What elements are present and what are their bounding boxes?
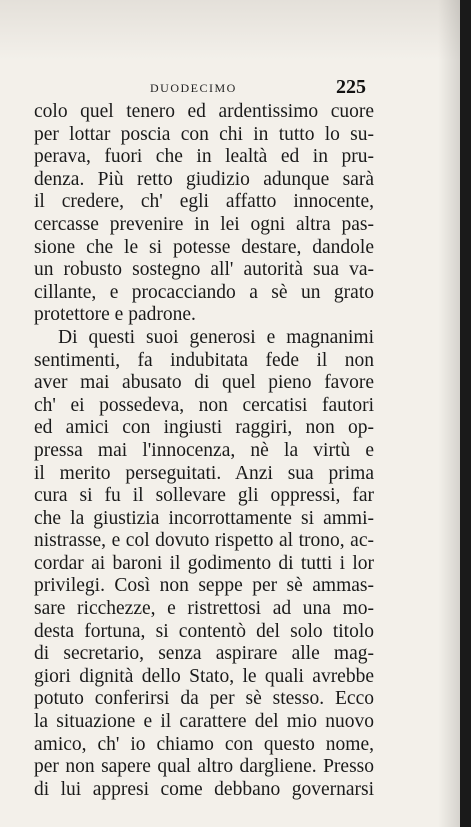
text-line: sione che le si potesse destare, dandole — [34, 236, 374, 258]
paragraph-2 — [34, 327, 374, 801]
text-line: sentimenti, fa indubitata fede il non — [34, 349, 374, 371]
text-line: che la giustizia incorrottamente si ammi- — [34, 507, 374, 529]
text-line: denza. Più retto giudizio adunque sarà — [34, 168, 374, 190]
text-line: la situazione e il carattere del mio nuovo — [34, 711, 374, 733]
text-line: il credere, ch' egli affatto innocente, — [34, 191, 374, 213]
text-line: cillante, e procacciando a sè un grato — [34, 281, 374, 303]
text-line: per lottar poscia con chi in tutto lo su- — [34, 123, 374, 145]
text-line: pressa mai l'innocenza, nè la virtù e — [34, 439, 374, 461]
text-line: di lui appresi come debbano governarsi — [34, 778, 374, 800]
text-line: protettore e padrone. — [34, 304, 196, 326]
paragraph-1 — [34, 101, 374, 327]
text-line: amico, ch' io chiamo con questo nome, — [34, 733, 374, 755]
text-line: aver mai abusato di quel pieno favore — [34, 372, 374, 394]
text-line: giori dignità dello Stato, le quali avrebbe — [34, 665, 374, 687]
text-line: il merito perseguitati. Anzi sua prima — [34, 462, 374, 484]
text-line: un robusto sostegno all' autorità sua va- — [34, 259, 374, 281]
text-line: cercasse prevenire in lei ogni altra pas- — [34, 213, 374, 235]
text-line: ed amici con ingiusti raggiri, non op- — [34, 417, 374, 439]
page-edge-shadow-right — [438, 0, 460, 827]
running-title: DUODECIMO — [150, 81, 237, 95]
text-line: nistrasse, e col dovuto rispetto al trono, ac- — [34, 530, 374, 552]
text-line: potuto conferirsi da per sè stesso. Ecco — [34, 688, 374, 710]
text-line: privilegi. Così non seppe per sè ammas- — [34, 575, 374, 597]
text-line: colo quel tenero ed ardentissimo cuore — [34, 101, 374, 122]
text-line: perava, fuori che in lealtà ed in pru- — [34, 146, 374, 168]
page-number: 225 — [336, 76, 366, 98]
text-line: di secretario, senza aspirare alle mag- — [34, 643, 374, 665]
page-edge-shadow-top — [0, 0, 460, 60]
running-head — [0, 78, 460, 100]
text-line: desta fortuna, si contentò del solo titolo — [34, 620, 374, 642]
text-line: sare ricchezze, e ristrettosi ad una mo- — [34, 598, 374, 620]
text-line: cordar ai baroni il godimento di tutti i lor — [34, 552, 374, 574]
text-line: ch' ei possedeva, non cercatisi fautori — [34, 394, 374, 416]
text-line: Di questi suoi generosi e magnanimi — [58, 326, 374, 348]
body-text — [34, 101, 374, 801]
text-line: cura si fu il sollevare gli oppressi, far — [34, 485, 374, 507]
text-line: per non sapere qual altro dargliene. Presso — [34, 756, 374, 778]
